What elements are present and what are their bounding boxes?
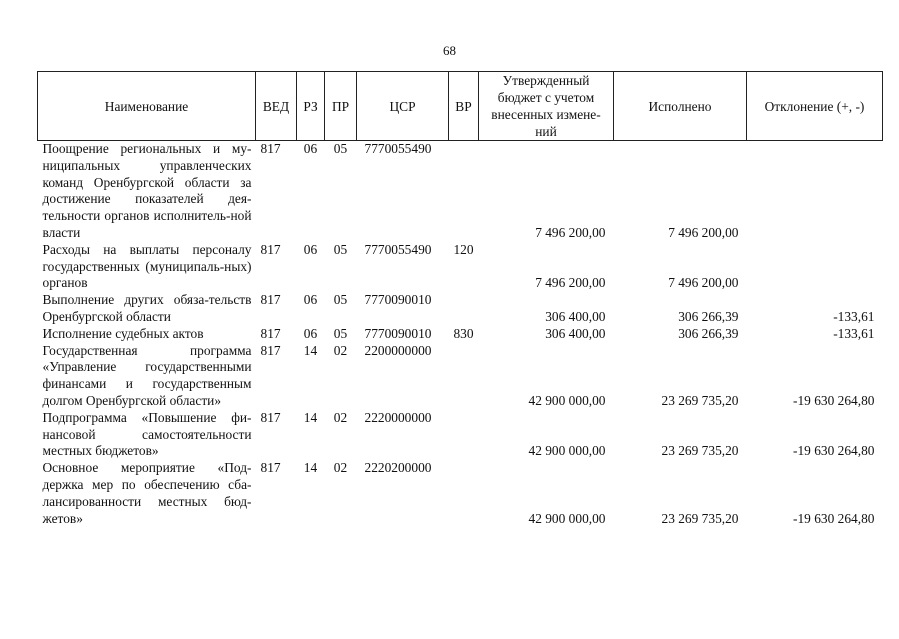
row-pr: 05 [333, 241, 348, 257]
row-deviation: -19 630 264,80 [793, 510, 875, 526]
header-deviation: Отклонение (+, -) [747, 72, 883, 141]
header-pr: ПР [325, 72, 357, 141]
row-pr: 02 [333, 409, 348, 425]
row-csr: 7770090010 [364, 292, 432, 308]
row-name: Государственная программа «Управление государственными финансами и государственным долгом Оренбургской области» [42, 342, 252, 408]
row-deviation [747, 242, 883, 292]
row-rz: 14 [303, 460, 318, 476]
row-ved: 817 [260, 325, 281, 341]
row-ved: 817 [260, 409, 281, 425]
row-rz: 14 [303, 342, 318, 358]
row-pr: 02 [333, 342, 348, 358]
row-approved: 42 900 000,00 [528, 510, 606, 526]
budget-execution-table [37, 71, 883, 527]
row-rz: 06 [303, 241, 318, 257]
row-rz: 06 [303, 141, 318, 156]
row-name: Основное мероприятие «Под-держка мер по обеспечению сба-лансированности местных бюд-жетов» [42, 460, 252, 526]
row-deviation: -19 630 264,80 [793, 443, 875, 459]
header-rz: РЗ [297, 72, 325, 141]
row-vr: 120 [453, 241, 474, 257]
row-deviation: -19 630 264,80 [793, 392, 875, 408]
header-vr: ВР [449, 72, 479, 141]
table-header [38, 72, 883, 141]
row-rz: 06 [303, 325, 318, 341]
row-ved: 817 [260, 292, 281, 308]
row-csr: 7770055490 [364, 241, 432, 257]
header-executed: Исполнено [614, 72, 747, 141]
row-vr [449, 292, 479, 326]
row-approved: 306 400,00 [545, 325, 606, 341]
row-ved: 817 [260, 241, 281, 257]
row-csr: 2220200000 [364, 460, 432, 476]
row-name: Подпрограмма «Повышение фи-нансовой самостоятельности местных бюджетов» [42, 409, 252, 459]
row-vr [449, 410, 479, 460]
row-deviation: -133,61 [833, 308, 875, 324]
row-pr: 02 [333, 460, 348, 476]
row-pr: 05 [333, 141, 348, 156]
table-row [38, 141, 883, 242]
row-approved: 7 496 200,00 [535, 224, 606, 240]
table-body [38, 141, 883, 528]
table-row [38, 460, 883, 527]
row-pr: 05 [333, 325, 348, 341]
row-name: Исполнение судебных актов [42, 325, 204, 341]
row-vr [449, 343, 479, 410]
header-approved-budget: Утвержденный бюджет с учетом внесенных измене-ний [479, 72, 614, 141]
row-ved: 817 [260, 141, 281, 156]
row-csr: 2220000000 [364, 409, 432, 425]
header-csr: ЦСР [357, 72, 449, 141]
row-name: Расходы на выплаты персоналу государственных (муниципаль-ных) органов [42, 241, 252, 291]
row-executed: 23 269 735,20 [661, 510, 739, 526]
table-row [38, 242, 883, 292]
table-row [38, 410, 883, 460]
row-ved: 817 [260, 460, 281, 476]
row-vr [449, 460, 479, 527]
row-executed: 7 496 200,00 [668, 224, 739, 240]
row-vr: 830 [453, 325, 474, 341]
row-csr: 7770090010 [364, 325, 432, 341]
header-row [38, 72, 883, 141]
row-approved: 42 900 000,00 [528, 443, 606, 459]
table-row [38, 326, 883, 343]
page-number: 68 [443, 43, 456, 58]
row-csr: 2200000000 [364, 342, 432, 358]
row-ved: 817 [260, 342, 281, 358]
row-name: Поощрение региональных и му-ниципальных управленческих команд Оренбургской области за достижение показателей дея-тельности органов исполнитель-ной власти [42, 141, 252, 240]
row-deviation: -133,61 [833, 325, 875, 341]
row-executed: 306 266,39 [678, 308, 739, 324]
row-executed: 23 269 735,20 [661, 392, 739, 408]
row-approved: 7 496 200,00 [535, 275, 606, 291]
row-rz: 06 [303, 292, 318, 308]
row-executed: 23 269 735,20 [661, 443, 739, 459]
row-pr: 05 [333, 292, 348, 308]
row-vr [449, 141, 479, 242]
table-row [38, 343, 883, 410]
header-ved: ВЕД [256, 72, 297, 141]
row-approved: 42 900 000,00 [528, 392, 606, 408]
header-name: Наименование [38, 72, 256, 141]
row-rz: 14 [303, 409, 318, 425]
row-executed: 7 496 200,00 [668, 275, 739, 291]
row-name: Выполнение других обяза-тельств Оренбургской области [42, 292, 252, 324]
table-row [38, 292, 883, 326]
row-csr: 7770055490 [364, 141, 432, 156]
row-approved: 306 400,00 [545, 308, 606, 324]
row-deviation [747, 141, 883, 242]
row-executed: 306 266,39 [678, 325, 739, 341]
